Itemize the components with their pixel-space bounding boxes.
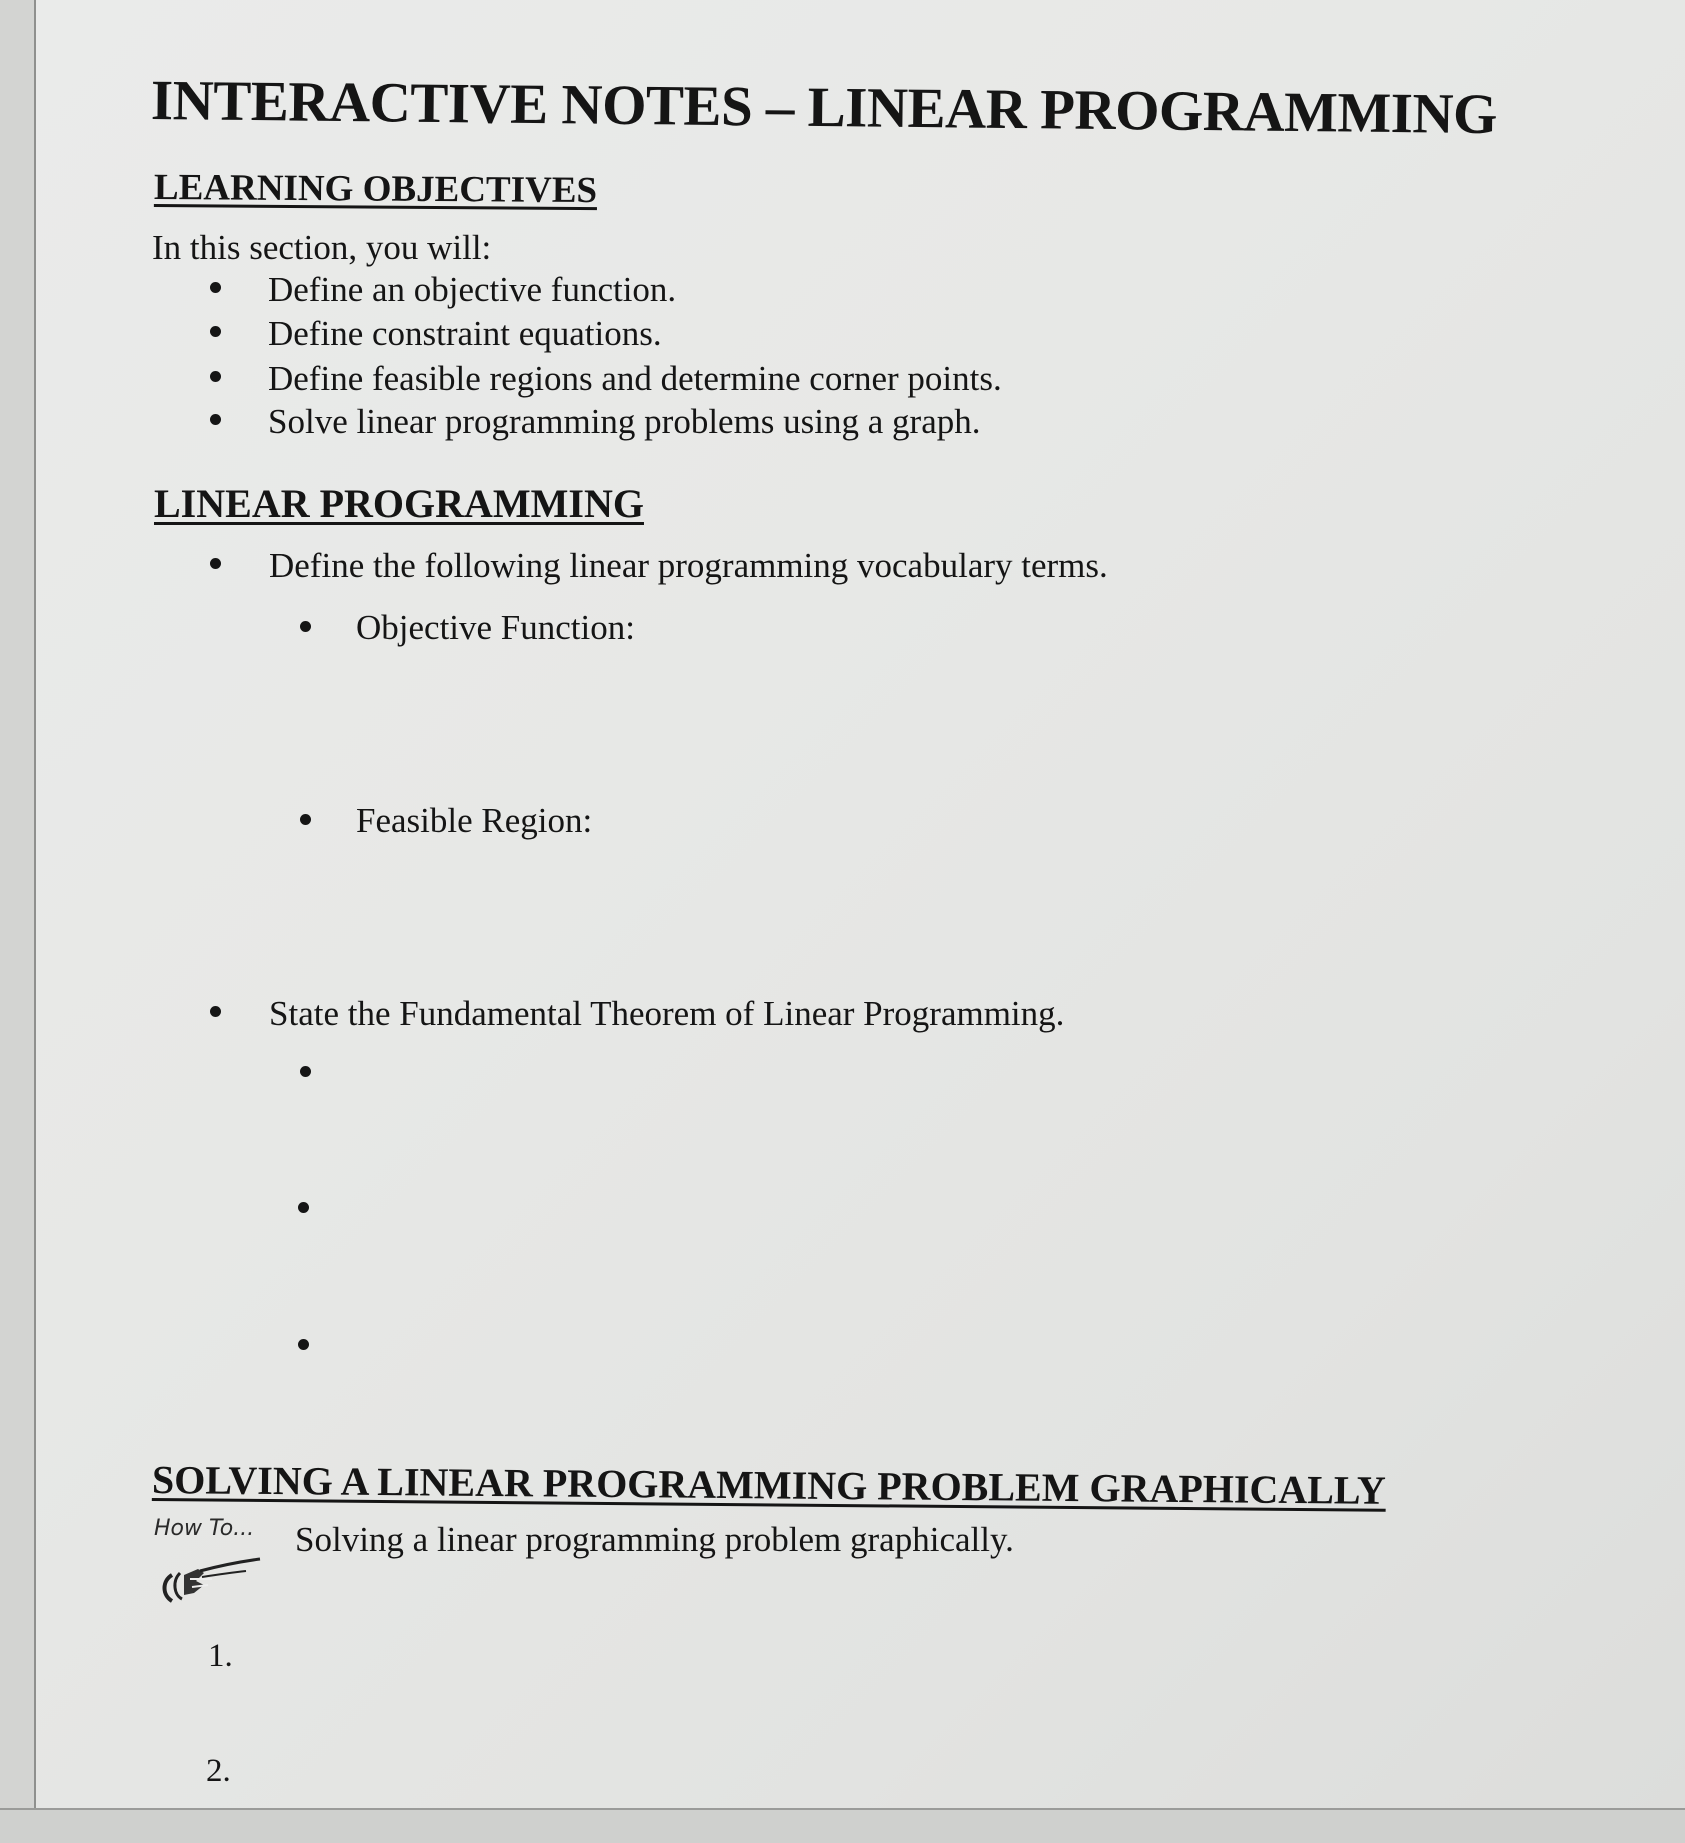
bullet-dot [210, 371, 221, 382]
bullet-dot [210, 414, 221, 425]
objectives-intro: In this section, you will: [152, 228, 492, 267]
vocab-prompt: Define the following linear programming vocabulary terms. [269, 546, 1108, 585]
how-to-text: Solving a linear programming problem graphically. [295, 1520, 1014, 1559]
solving-graphically-heading: SOLVING A LINEAR PROGRAMMING PROBLEM GRAPHICALLY [151, 1457, 1387, 1513]
pointing-hand-icon [150, 1545, 262, 1605]
objective-item-3: Define feasible regions and determine corner points. [268, 359, 1002, 398]
objective-item-1: Define an objective function. [268, 270, 677, 309]
empty-bullet-3 [298, 1339, 309, 1350]
bullet-dot [210, 326, 221, 337]
linear-programming-heading: LINEAR PROGRAMMING [154, 481, 644, 526]
empty-bullet-2 [298, 1202, 309, 1213]
objective-item-4: Solve linear programming problems using a graph. [268, 402, 981, 441]
bullet-dot [210, 558, 221, 569]
vocab-term-feasible-region: Feasible Region: [356, 801, 593, 840]
bullet-dot [300, 814, 311, 825]
page-bottom-edge [0, 1808, 1685, 1843]
left-desk-strip [0, 0, 34, 1808]
vocab-term-objective-function: Objective Function: [356, 608, 635, 647]
document-page [34, 0, 1685, 1808]
objective-item-2: Define constraint equations. [268, 314, 662, 353]
how-to-label: How To... [154, 1516, 255, 1541]
bullet-dot [210, 1006, 221, 1017]
bullet-dot [210, 282, 221, 293]
empty-bullet-1 [300, 1066, 311, 1077]
step-number-2: 2. [206, 1753, 231, 1789]
step-number-1: 1. [208, 1638, 233, 1674]
learning-objectives-heading: LEARNING OBJECTIVES [153, 167, 598, 212]
bullet-dot [300, 621, 311, 632]
page-title: INTERACTIVE NOTES – LINEAR PROGRAMMING [150, 69, 1498, 147]
theorem-prompt: State the Fundamental Theorem of Linear Programming. [269, 994, 1065, 1033]
